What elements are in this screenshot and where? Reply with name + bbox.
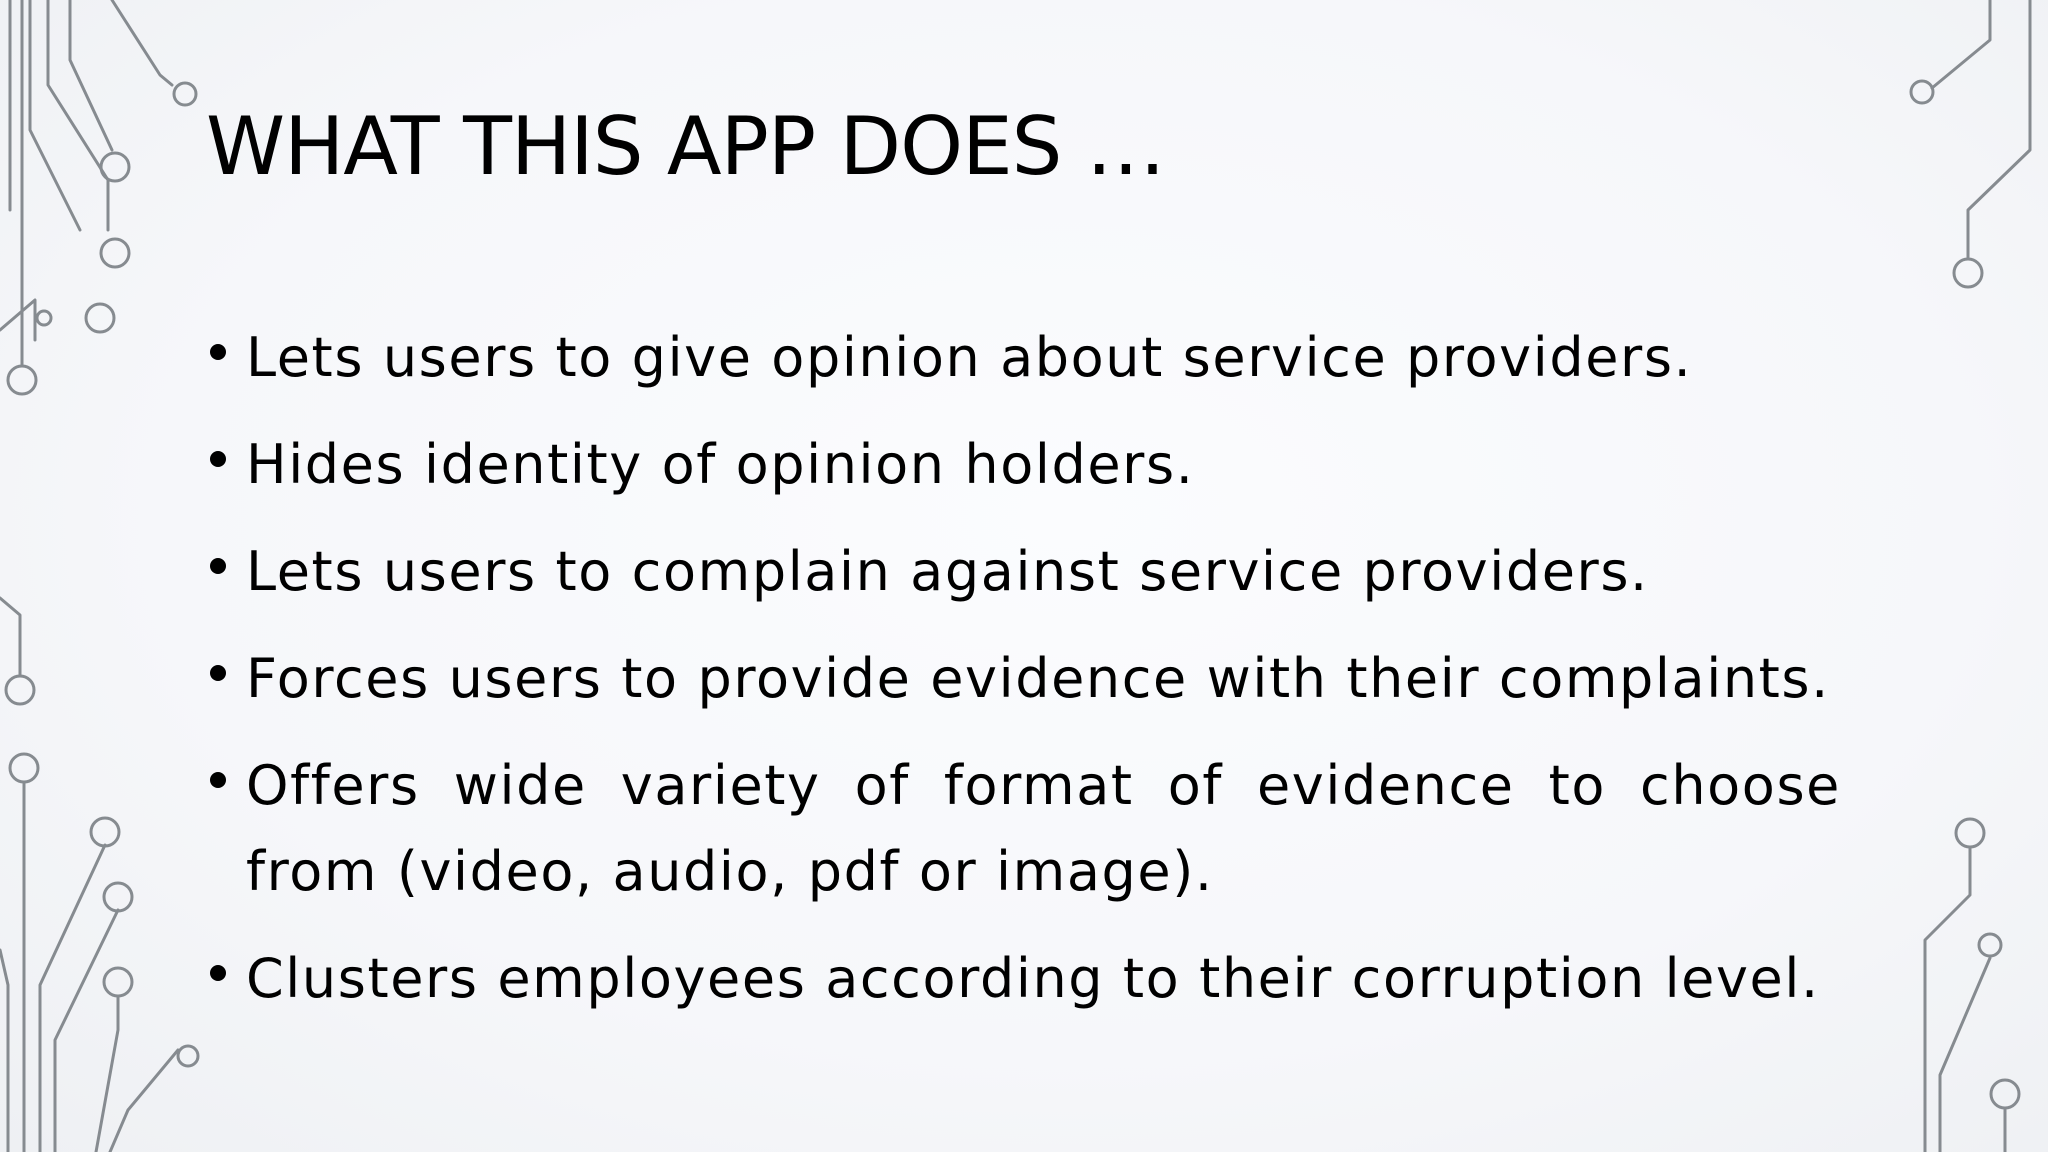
bullet-point-icon: [210, 558, 226, 574]
bullet-list: [206, 315, 1841, 1043]
bullet-text: Offers wide variety of format of evidence to choose from (video, audio, pdf or image).: [246, 754, 1841, 903]
bullet-text: Forces users to provide evidence with their complaints.: [246, 647, 1830, 710]
bullet-point-icon: [210, 344, 226, 360]
circuit-top-left: [0, 0, 196, 394]
bullet-text: Hides identity of opinion holders.: [246, 433, 1195, 496]
bullet-point-icon: [210, 451, 226, 467]
circuit-bottom-left: [0, 598, 198, 1152]
bullet-point-icon: [210, 965, 226, 981]
bullet-point-icon: [210, 665, 226, 681]
bullet-text: Lets users to give opinion about service providers.: [246, 326, 1693, 389]
bullet-item: [206, 636, 1841, 722]
bullet-point-icon: [210, 772, 226, 788]
slide-title: WHAT THIS APP DOES …: [206, 100, 1165, 193]
bullet-text: Clusters employees according to their corruption level.: [246, 947, 1820, 1010]
bullet-item: [206, 315, 1841, 401]
bullet-item: [206, 422, 1841, 508]
bullet-item: [206, 529, 1841, 615]
circuit-bottom-right: [1925, 819, 2019, 1152]
bullet-text: Lets users to complain against service providers.: [246, 540, 1649, 603]
bullet-item: [206, 743, 1841, 915]
bullet-item: [206, 936, 1841, 1022]
circuit-top-right: [1911, 0, 2030, 287]
